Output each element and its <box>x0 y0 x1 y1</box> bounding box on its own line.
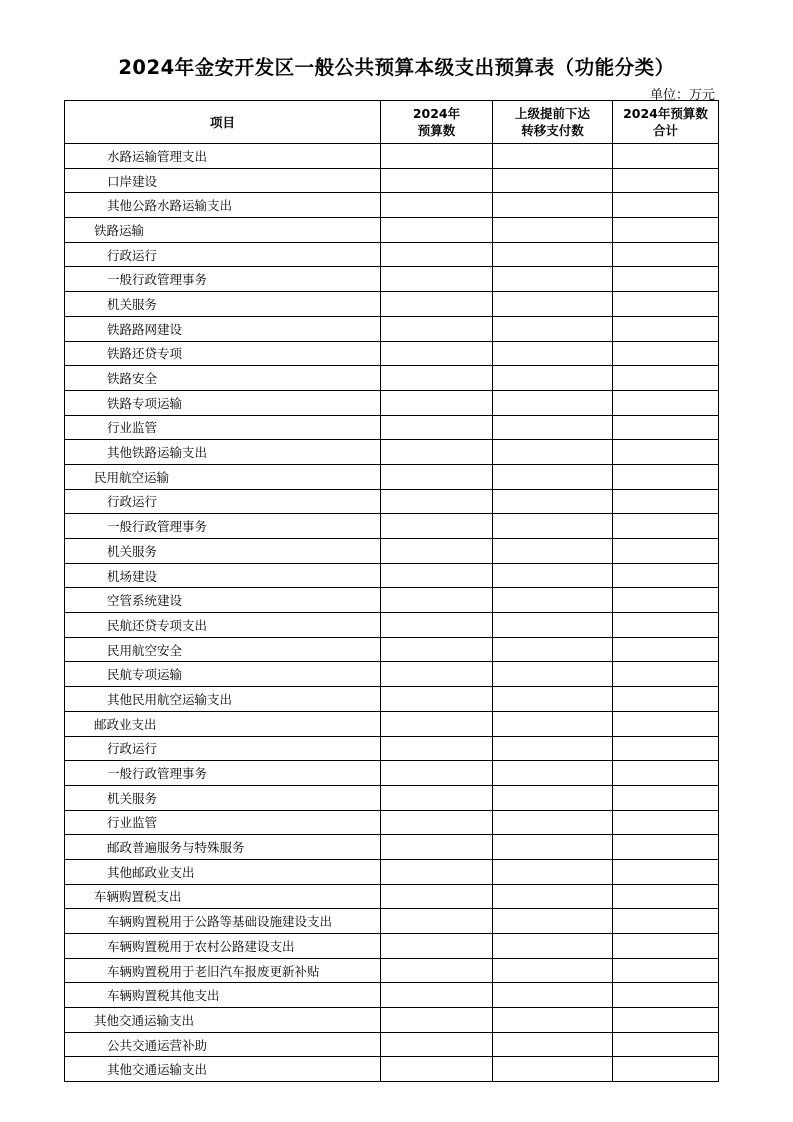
table-row <box>65 909 719 934</box>
row-transfer-cell <box>493 588 613 613</box>
row-budget-cell <box>381 489 493 514</box>
row-item-name: 其他铁路运输支出 <box>65 440 381 465</box>
row-total-cell <box>613 785 719 810</box>
row-item-name: 其他邮政业支出 <box>65 859 381 884</box>
row-total-cell <box>613 464 719 489</box>
row-budget-cell <box>381 983 493 1008</box>
row-transfer-cell <box>493 1057 613 1082</box>
row-budget-cell <box>381 1057 493 1082</box>
table-row <box>65 983 719 1008</box>
row-budget-cell <box>381 588 493 613</box>
table-row <box>65 242 719 267</box>
row-total-cell <box>613 909 719 934</box>
header-transfer-payment: 上级提前下达 转移支付数 <box>493 101 613 144</box>
row-transfer-cell <box>493 464 613 489</box>
table-row <box>65 514 719 539</box>
table-row <box>65 366 719 391</box>
row-transfer-cell <box>493 761 613 786</box>
row-budget-cell <box>381 144 493 169</box>
row-budget-cell <box>381 366 493 391</box>
row-item-name: 行政运行 <box>65 736 381 761</box>
table-row <box>65 539 719 564</box>
row-total-cell <box>613 588 719 613</box>
table-row <box>65 588 719 613</box>
table-row <box>65 440 719 465</box>
row-total-cell <box>613 934 719 959</box>
row-budget-cell <box>381 193 493 218</box>
table-row <box>65 1008 719 1033</box>
row-transfer-cell <box>493 1032 613 1057</box>
table-row <box>65 761 719 786</box>
row-total-cell <box>613 242 719 267</box>
row-item-name: 一般行政管理事务 <box>65 514 381 539</box>
table-row <box>65 859 719 884</box>
row-item-name: 其他民用航空运输支出 <box>65 687 381 712</box>
row-item-name: 铁路路网建设 <box>65 316 381 341</box>
row-total-cell <box>613 1032 719 1057</box>
table-row <box>65 785 719 810</box>
table-row <box>65 464 719 489</box>
row-item-name: 口岸建设 <box>65 168 381 193</box>
table-row <box>65 958 719 983</box>
header-item: 项目 <box>65 101 381 144</box>
row-transfer-cell <box>493 835 613 860</box>
row-budget-cell <box>381 390 493 415</box>
row-item-name: 车辆购置税其他支出 <box>65 983 381 1008</box>
row-item-name: 机场建设 <box>65 563 381 588</box>
row-total-cell <box>613 687 719 712</box>
table-row <box>65 613 719 638</box>
row-transfer-cell <box>493 662 613 687</box>
row-budget-cell <box>381 835 493 860</box>
row-total-cell <box>613 193 719 218</box>
row-total-cell <box>613 613 719 638</box>
row-budget-cell <box>381 464 493 489</box>
table-row <box>65 934 719 959</box>
row-transfer-cell <box>493 168 613 193</box>
header-budget-2024: 2024年 预算数 <box>381 101 493 144</box>
table-row <box>65 736 719 761</box>
row-item-name: 机关服务 <box>65 539 381 564</box>
row-transfer-cell <box>493 884 613 909</box>
row-transfer-cell <box>493 144 613 169</box>
row-transfer-cell <box>493 810 613 835</box>
row-total-cell <box>613 1008 719 1033</box>
row-budget-cell <box>381 267 493 292</box>
row-total-cell <box>613 884 719 909</box>
row-budget-cell <box>381 785 493 810</box>
row-transfer-cell <box>493 637 613 662</box>
row-transfer-cell <box>493 785 613 810</box>
row-budget-cell <box>381 884 493 909</box>
row-budget-cell <box>381 934 493 959</box>
row-total-cell <box>613 983 719 1008</box>
row-item-name: 铁路运输 <box>65 218 381 243</box>
row-total-cell <box>613 514 719 539</box>
row-budget-cell <box>381 711 493 736</box>
table-row <box>65 489 719 514</box>
row-total-cell <box>613 736 719 761</box>
row-budget-cell <box>381 539 493 564</box>
row-transfer-cell <box>493 983 613 1008</box>
table-row <box>65 390 719 415</box>
row-item-name: 行政运行 <box>65 242 381 267</box>
table-row <box>65 662 719 687</box>
row-item-name: 其他交通运输支出 <box>65 1057 381 1082</box>
table-row <box>65 637 719 662</box>
row-transfer-cell <box>493 366 613 391</box>
row-budget-cell <box>381 563 493 588</box>
row-budget-cell <box>381 341 493 366</box>
row-item-name: 机关服务 <box>65 785 381 810</box>
table-row <box>65 563 719 588</box>
row-transfer-cell <box>493 711 613 736</box>
row-item-name: 行业监管 <box>65 810 381 835</box>
row-budget-cell <box>381 736 493 761</box>
row-budget-cell <box>381 810 493 835</box>
row-transfer-cell <box>493 613 613 638</box>
table-row <box>65 168 719 193</box>
row-transfer-cell <box>493 415 613 440</box>
table-row <box>65 415 719 440</box>
table-row <box>65 711 719 736</box>
row-budget-cell <box>381 316 493 341</box>
table-row <box>65 810 719 835</box>
table-row <box>65 884 719 909</box>
row-item-name: 邮政普遍服务与特殊服务 <box>65 835 381 860</box>
row-item-name: 民航还贷专项支出 <box>65 613 381 638</box>
row-transfer-cell <box>493 316 613 341</box>
row-transfer-cell <box>493 934 613 959</box>
row-item-name: 铁路安全 <box>65 366 381 391</box>
row-transfer-cell <box>493 390 613 415</box>
row-item-name: 行业监管 <box>65 415 381 440</box>
row-transfer-cell <box>493 489 613 514</box>
row-budget-cell <box>381 242 493 267</box>
row-total-cell <box>613 366 719 391</box>
table-row <box>65 1057 719 1082</box>
row-budget-cell <box>381 415 493 440</box>
row-budget-cell <box>381 909 493 934</box>
row-transfer-cell <box>493 859 613 884</box>
row-total-cell <box>613 637 719 662</box>
row-total-cell <box>613 1057 719 1082</box>
row-item-name: 公共交通运营补助 <box>65 1032 381 1057</box>
row-item-name: 铁路专项运输 <box>65 390 381 415</box>
row-budget-cell <box>381 662 493 687</box>
row-total-cell <box>613 835 719 860</box>
row-transfer-cell <box>493 514 613 539</box>
row-item-name: 一般行政管理事务 <box>65 761 381 786</box>
row-budget-cell <box>381 1008 493 1033</box>
row-transfer-cell <box>493 1008 613 1033</box>
row-item-name: 行政运行 <box>65 489 381 514</box>
table-row <box>65 292 719 317</box>
row-transfer-cell <box>493 958 613 983</box>
row-item-name: 车辆购置税用于农村公路建设支出 <box>65 934 381 959</box>
row-transfer-cell <box>493 687 613 712</box>
row-total-cell <box>613 316 719 341</box>
row-item-name: 车辆购置税支出 <box>65 884 381 909</box>
table-row <box>65 341 719 366</box>
row-item-name: 机关服务 <box>65 292 381 317</box>
budget-table <box>64 100 719 1082</box>
row-transfer-cell <box>493 292 613 317</box>
table-header-row <box>65 101 719 144</box>
row-item-name: 水路运输管理支出 <box>65 144 381 169</box>
page-title: 2024年金安开发区一般公共预算本级支出预算表（功能分类） <box>118 56 675 79</box>
table-row <box>65 1032 719 1057</box>
row-total-cell <box>613 539 719 564</box>
row-transfer-cell <box>493 193 613 218</box>
row-budget-cell <box>381 218 493 243</box>
table-row <box>65 835 719 860</box>
row-transfer-cell <box>493 440 613 465</box>
row-budget-cell <box>381 168 493 193</box>
row-budget-cell <box>381 613 493 638</box>
row-budget-cell <box>381 440 493 465</box>
unit-label: 单位：万元 <box>649 88 715 103</box>
row-transfer-cell <box>493 267 613 292</box>
row-total-cell <box>613 341 719 366</box>
row-item-name: 车辆购置税用于公路等基础设施建设支出 <box>65 909 381 934</box>
table-row <box>65 267 719 292</box>
row-transfer-cell <box>493 736 613 761</box>
row-transfer-cell <box>493 539 613 564</box>
row-total-cell <box>613 218 719 243</box>
row-total-cell <box>613 859 719 884</box>
row-total-cell <box>613 662 719 687</box>
row-transfer-cell <box>493 563 613 588</box>
row-total-cell <box>613 168 719 193</box>
row-item-name: 其他交通运输支出 <box>65 1008 381 1033</box>
row-budget-cell <box>381 514 493 539</box>
row-budget-cell <box>381 687 493 712</box>
row-item-name: 民用航空运输 <box>65 464 381 489</box>
table-row <box>65 193 719 218</box>
row-transfer-cell <box>493 909 613 934</box>
row-budget-cell <box>381 292 493 317</box>
header-budget-total: 2024年预算数 合计 <box>613 101 719 144</box>
row-item-name: 一般行政管理事务 <box>65 267 381 292</box>
table-row <box>65 316 719 341</box>
row-total-cell <box>613 144 719 169</box>
row-total-cell <box>613 415 719 440</box>
row-transfer-cell <box>493 242 613 267</box>
row-total-cell <box>613 810 719 835</box>
row-item-name: 其他公路水路运输支出 <box>65 193 381 218</box>
row-item-name: 邮政业支出 <box>65 711 381 736</box>
row-total-cell <box>613 489 719 514</box>
row-total-cell <box>613 958 719 983</box>
row-total-cell <box>613 711 719 736</box>
row-item-name: 铁路还贷专项 <box>65 341 381 366</box>
row-total-cell <box>613 267 719 292</box>
row-item-name: 民用航空安全 <box>65 637 381 662</box>
row-item-name: 车辆购置税用于老旧汽车报废更新补贴 <box>65 958 381 983</box>
row-transfer-cell <box>493 218 613 243</box>
row-total-cell <box>613 761 719 786</box>
row-total-cell <box>613 440 719 465</box>
row-budget-cell <box>381 637 493 662</box>
row-total-cell <box>613 390 719 415</box>
row-budget-cell <box>381 761 493 786</box>
row-item-name: 空管系统建设 <box>65 588 381 613</box>
table-row <box>65 218 719 243</box>
row-budget-cell <box>381 958 493 983</box>
row-total-cell <box>613 563 719 588</box>
row-item-name: 民航专项运输 <box>65 662 381 687</box>
table-body <box>65 144 719 1082</box>
row-budget-cell <box>381 859 493 884</box>
table-row <box>65 687 719 712</box>
row-budget-cell <box>381 1032 493 1057</box>
row-total-cell <box>613 292 719 317</box>
table-row <box>65 144 719 169</box>
row-transfer-cell <box>493 341 613 366</box>
